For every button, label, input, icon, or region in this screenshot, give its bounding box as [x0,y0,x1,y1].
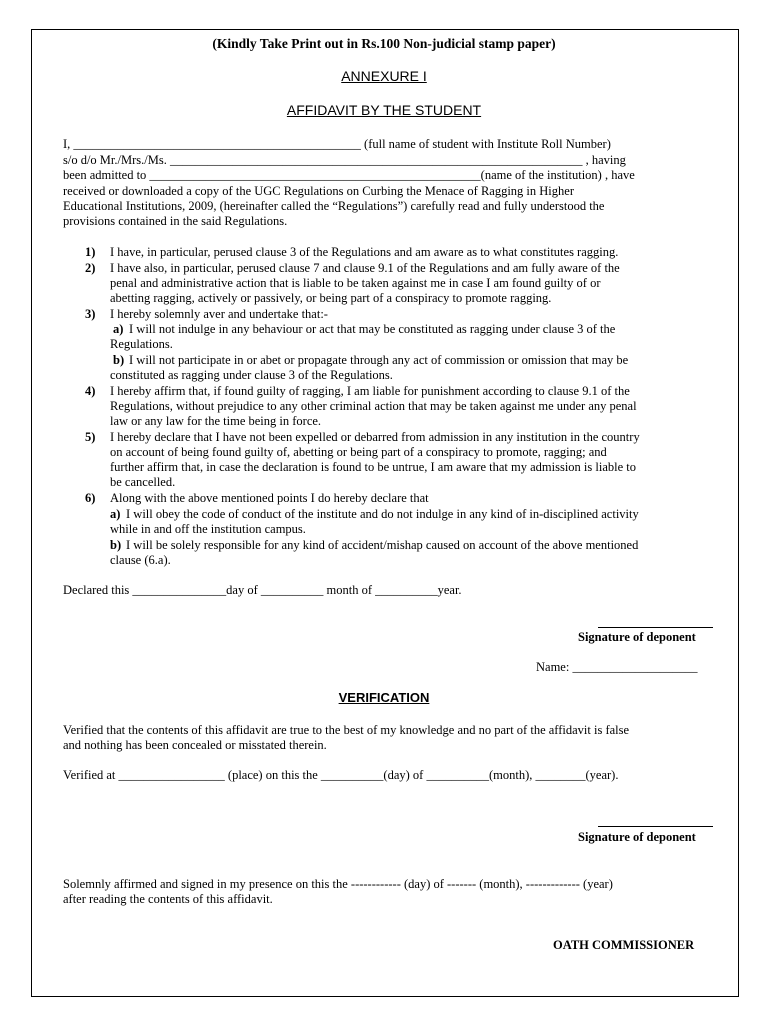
item-5-line-3: further affirm that, in case the declaration is found to be untrue, I am aware that my admission is liable to [110,460,636,474]
item-3b-line-2: constituted as ragging under clause 3 of the Regulations. [110,368,393,382]
item-6a-line-2: while in and off the institution campus. [110,522,306,536]
signature-line-2 [598,826,713,827]
item-6b-line-2: clause (6.a). [110,553,171,567]
item-6-line-1: Along with the above mentioned points I do hereby declare that [110,491,429,505]
verification-line-2: and nothing has been concealed or misstated therein. [63,738,327,752]
item-6b-label: b) [110,538,122,552]
intro-line-3: been admitted to _____________________________________________________(name of the institution) , have [63,168,635,182]
verified-at-line: Verified at _________________ (place) on this the __________(day) of __________(month), ________(year). [63,768,619,782]
item-6b-line-1: I will be solely responsible for any kind of accident/mishap caused on account of the above mentioned [126,538,639,552]
item-4-line-2: Regulations, without prejudice to any other criminal action that may be taken against me under any penal [110,399,637,413]
item-3-line-1: I hereby solemnly aver and undertake that:- [110,307,328,321]
item-6a-line-1: I will obey the code of conduct of the institute and do not indulge in any kind of in-disciplined activity [126,507,639,521]
item-3-number: 3) [85,307,96,321]
intro-line-5: Educational Institutions, 2009, (hereinafter called the “Regulations”) carefully read and fully understood the [63,199,605,213]
solemnly-line-2: after reading the contents of this affidavit. [63,892,273,906]
item-2-line-2: penal and administrative action that is liable to be taken against me in case I am found guilty of or [110,276,601,290]
signature-label: Signature of deponent [578,630,696,644]
annexure-heading: ANNEXURE I [341,68,427,84]
item-2-line-1: I have also, in particular, perused clause 7 and clause 9.1 of the Regulations and am fully aware of the [110,261,620,275]
item-6-number: 6) [85,491,96,505]
item-4-line-1: I hereby affirm that, if found guilty of ragging, I am liable for punishment according to clause 9.1 of the [110,384,630,398]
oath-commissioner: OATH COMMISSIONER [553,938,695,952]
item-5-number: 5) [85,430,96,444]
stamp-paper-note: (Kindly Take Print out in Rs.100 Non-judicial stamp paper) [212,36,556,51]
item-5-line-1: I hereby declare that I have not been expelled or debarred from admission in any institution in the country [110,430,640,444]
item-3b-label: b) [113,353,125,367]
verification-heading: VERIFICATION [338,690,430,705]
verification-line-1: Verified that the contents of this affidavit are true to the best of my knowledge and no part of the affidavit is false [63,723,630,737]
item-3a-label: a) [113,322,124,336]
item-1-line-1: I have, in particular, perused clause 3 of the Regulations and am aware as to what constitutes ragging. [110,245,619,259]
item-3a-line-2: Regulations. [110,337,173,351]
item-3a-line-1: I will not indulge in any behaviour or act that may be constituted as ragging under clause 3 of the [129,322,616,336]
intro-line-1: I, ______________________________________________ (full name of student with Institute Roll Number) [63,137,611,151]
item-3b-line-1: I will not participate in or abet or propagate through any act of commission or omission that may be [129,353,629,367]
item-6a-label: a) [110,507,121,521]
item-4-number: 4) [85,384,96,398]
item-1-number: 1) [85,245,96,259]
name-line: Name: ____________________ [536,660,698,674]
intro-line-2: s/o d/o Mr./Mrs./Ms. __________________________________________________________________ , having [63,153,626,167]
intro-line-4: received or downloaded a copy of the UGC Regulations on Curbing the Menace of Ragging in Higher [63,184,574,198]
intro-line-6: provisions contained in the said Regulations. [63,214,288,228]
item-2-number: 2) [85,261,96,275]
solemnly-line-1: Solemnly affirmed and signed in my presence on this the ------------ (day) of ------- (month), ------------- (year) [63,877,613,891]
item-5-line-2: on account of being found guilty of, abetting or being part of a conspiracy to promote, ragging; and [110,445,607,459]
item-4-line-3: law or any law for the time being in force. [110,414,322,428]
item-2-line-3: abetting ragging, actively or passively, or being part of a conspiracy to promote ragging. [110,291,552,305]
signature-line [598,627,713,628]
item-5-line-4: be cancelled. [110,475,176,489]
signature-label-2: Signature of deponent [578,830,696,844]
affidavit-title: AFFIDAVIT BY THE STUDENT [286,102,482,118]
declared-line: Declared this _______________day of __________ month of __________year. [63,583,462,597]
